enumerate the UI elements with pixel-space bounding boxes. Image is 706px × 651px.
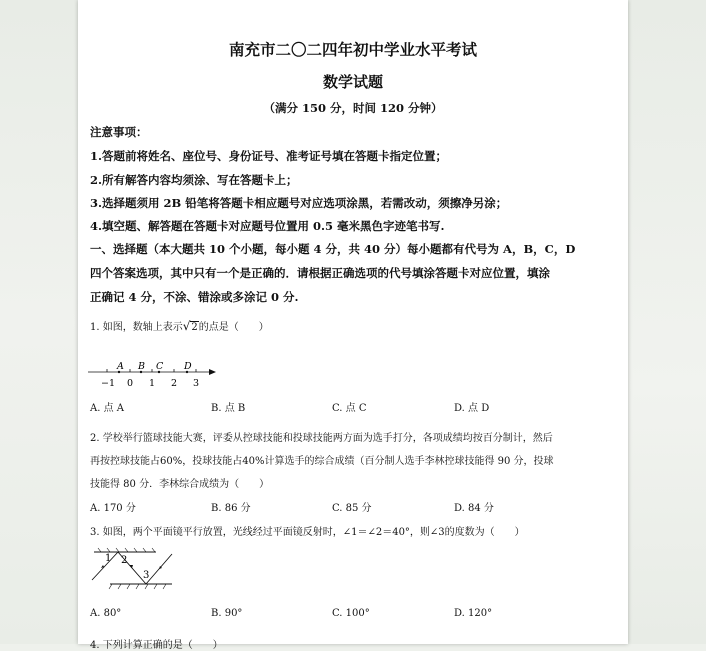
viewer-background-left [0, 0, 78, 644]
mirror-hatch [109, 584, 112, 589]
q2-option-d: D. 84 分 [454, 503, 494, 514]
mirror-hatch [163, 584, 166, 589]
q1-option-d: D. 点 D [454, 403, 490, 414]
mirror-hatch [98, 548, 101, 552]
point-d-label: D [184, 361, 192, 372]
sqrt-radicand: 2 [191, 322, 198, 333]
mirror-hatch [107, 548, 110, 552]
point-a-label: A [117, 361, 124, 372]
exam-subtitle: 数学试题 [322, 73, 383, 91]
point-b-label: B [138, 361, 145, 372]
ray-arrow-icon [129, 565, 133, 568]
mirror-hatch [116, 548, 119, 552]
mirror-hatch [145, 584, 148, 589]
tick-label-3: 3 [193, 378, 200, 389]
mirror-hatch [134, 548, 137, 552]
q2-option-c: C. 85 分 [332, 503, 372, 514]
notice-item-4: 4.填空题、解答题在答题卡对应题号位置用 0.5 毫米黑色字迹笔书写. [90, 219, 445, 233]
q3-stem: 3. 如图，两个平面镜平行放置，光线经过平面镜反射时，∠1＝∠2＝40°，则∠3的度数为（ ） [90, 527, 525, 538]
q2-line-3: 技能得 80 分．李林综合成绩为（ ） [90, 479, 270, 490]
q2-line-1: 2. 学校举行篮球技能大赛，评委从控球技能和投球技能两方面为选手打分，各项成绩均按百分制计，然后 [90, 433, 553, 444]
tick-label-2: 2 [171, 378, 178, 389]
exam-title: 南充市二〇二四年初中学业水平考试 [228, 40, 477, 59]
section1-line-1: 一、选择题（本大题共 10 个小题，每小题 4 分，共 40 分）每小题都有代号为 A，B，C，D [90, 242, 576, 256]
q1-stem-post: 的点是（ ） [198, 322, 269, 333]
mirror-hatch [127, 584, 130, 589]
angle-1-label: 1 [105, 553, 112, 564]
sqrt-radical-sign: √ [182, 319, 191, 333]
angle-2-label: 2 [121, 555, 128, 566]
tick-label-neg1: −1 [101, 378, 116, 389]
mirror-hatch [143, 548, 146, 552]
tick-label-1: 1 [149, 378, 156, 389]
q1-option-a: A. 点 A [90, 403, 124, 414]
q3-option-b: B. 90° [211, 608, 243, 619]
mirror-hatch [136, 584, 139, 589]
mirror-hatch [154, 584, 157, 589]
tick-label-0: 0 [127, 378, 134, 389]
q3-option-a: A. 80° [90, 608, 122, 619]
q2-option-a: A. 170 分 [90, 503, 136, 514]
point-c-label: C [156, 361, 164, 372]
mirror-hatch [152, 548, 155, 552]
mirror-reflection-figure [88, 546, 188, 592]
q2-line-2: 再按控球技能占60%，投球技能占40%计算选手的综合成绩（百分制人选手李林控球技能得 90 分，投球 [90, 456, 554, 467]
section1-line-2: 四个答案选项，其中只有一个是正确的．请根据正确选项的代号填涂答题卡对应位置，填涂 [90, 266, 550, 280]
q4-stem-partial: 4. 下列计算正确的是（ ） [90, 640, 223, 651]
number-line-arrow-icon [209, 369, 216, 375]
viewer-background-right [628, 0, 706, 644]
notice-item-3: 3.选择题须用 2B 铅笔将答题卡相应题号对应选项涂黑，若需改动，须擦净另涂； [90, 196, 508, 210]
q2-option-b: B. 86 分 [211, 503, 251, 514]
notice-item-2: 2.所有解答内容均须涂、写在答题卡上； [90, 173, 298, 187]
q1-stem [90, 318, 269, 333]
q3-option-c: C. 100° [332, 608, 370, 619]
q1-option-c: C. 点 C [332, 403, 367, 414]
document-page [78, 0, 628, 651]
q1-stem-pre: 1. 如图，数轴上表示 [90, 322, 183, 333]
notice-heading: 注意事项： [90, 125, 148, 139]
angle-3-label: 3 [143, 570, 150, 581]
mirror-hatch [118, 584, 121, 589]
q3-option-d: D. 120° [454, 608, 493, 619]
mirror-hatch [125, 548, 128, 552]
q1-option-b: B. 点 B [211, 403, 246, 414]
score-info: （满分 150 分，时间 120 分钟） [263, 101, 443, 115]
notice-item-1: 1.答题前将姓名、座位号、身份证号、准考证号填在答题卡指定位置； [90, 149, 448, 163]
section1-line-3: 正确记 4 分，不涂、错涂或多涂记 0 分. [90, 290, 299, 304]
number-line-figure [88, 358, 228, 392]
